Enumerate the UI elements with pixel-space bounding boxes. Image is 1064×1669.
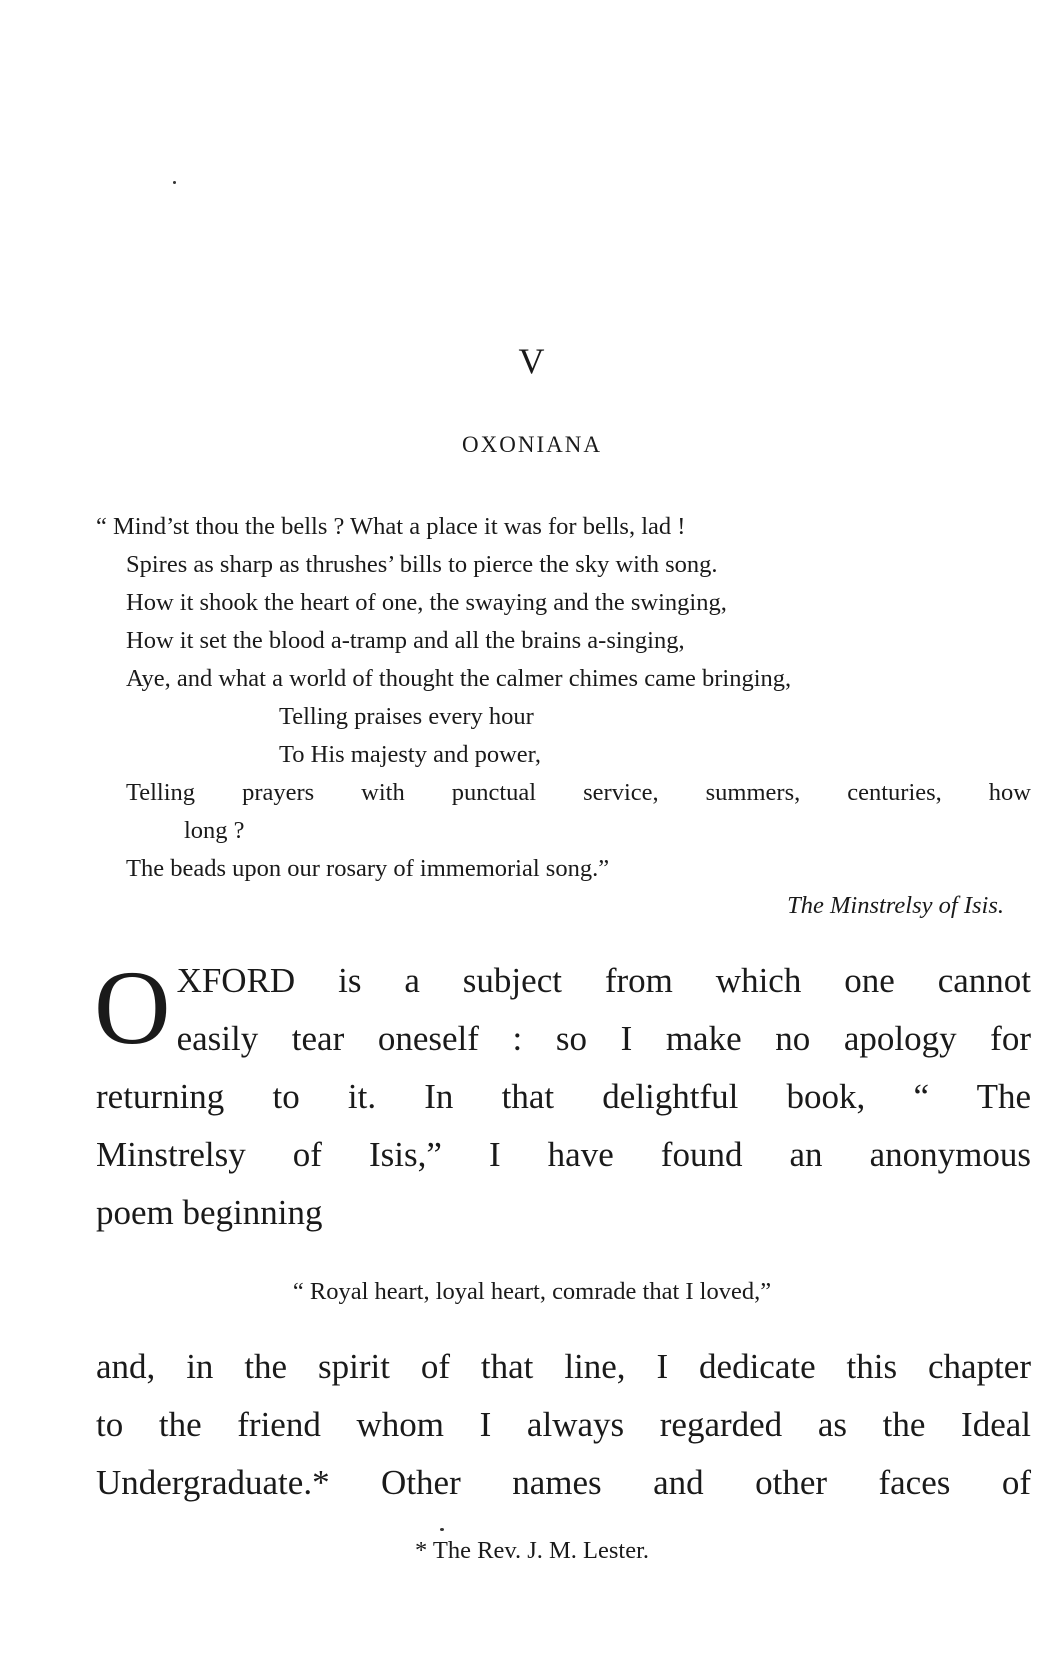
- paragraph-dedication: [96, 1338, 1031, 1512]
- ink-speck: [173, 181, 176, 184]
- paragraph-line: returning to it. In that delightful book, “ The: [96, 1077, 1031, 1116]
- footnote: * The Rev. J. M. Lester.: [414, 1537, 650, 1564]
- epigraph-line: The beads upon our rosary of immemorial song.”: [126, 855, 610, 882]
- paragraph-line: XFORD is a subject from which one cannot: [176, 961, 1031, 1000]
- epigraph-line: Aye, and what a world of thought the calmer chimes came bringing,: [126, 665, 792, 692]
- epigraph-line: Spires as sharp as thrushes’ bills to pierce the sky with song.: [126, 551, 718, 578]
- drop-cap: O: [94, 949, 171, 1066]
- epigraph-line: How it set the blood a-tramp and all the brains a-singing,: [126, 627, 685, 654]
- paragraph-line: easily tear oneself : so I make no apology for: [176, 1019, 1031, 1058]
- chapter-title: OXONIANA: [462, 432, 602, 457]
- ink-speck: [440, 1528, 444, 1531]
- chapter-number: V: [518, 341, 546, 381]
- epigraph: [96, 508, 1031, 888]
- paragraph-line: to the friend whom I always regarded as the Ideal: [96, 1405, 1031, 1444]
- epigraph-line: Telling prayers with punctual service, summers, centuries, how: [126, 779, 1031, 806]
- paragraph-line: Minstrelsy of Isis,” I have found an anonymous: [96, 1135, 1031, 1174]
- epigraph-line: “ Mind’st thou the bells ? What a place it was for bells, lad !: [96, 513, 686, 540]
- epigraph-attribution: The Minstrelsy of Isis.: [787, 892, 1004, 919]
- paragraph-line: and, in the spirit of that line, I dedicate this chapter: [96, 1347, 1031, 1386]
- paragraph-line: Undergraduate.* Other names and other faces of: [96, 1463, 1031, 1502]
- epigraph-line: long ?: [184, 817, 245, 844]
- epigraph-line: Telling praises every hour: [279, 703, 534, 730]
- paragraph-line: poem beginning: [96, 1193, 323, 1232]
- quoted-poem-line: “ Royal heart, loyal heart, comrade that I loved,”: [292, 1278, 772, 1305]
- epigraph-line: How it shook the heart of one, the swaying and the swinging,: [126, 589, 727, 616]
- epigraph-line: To His majesty and power,: [279, 741, 541, 768]
- paragraph-oxford: [94, 949, 1031, 1242]
